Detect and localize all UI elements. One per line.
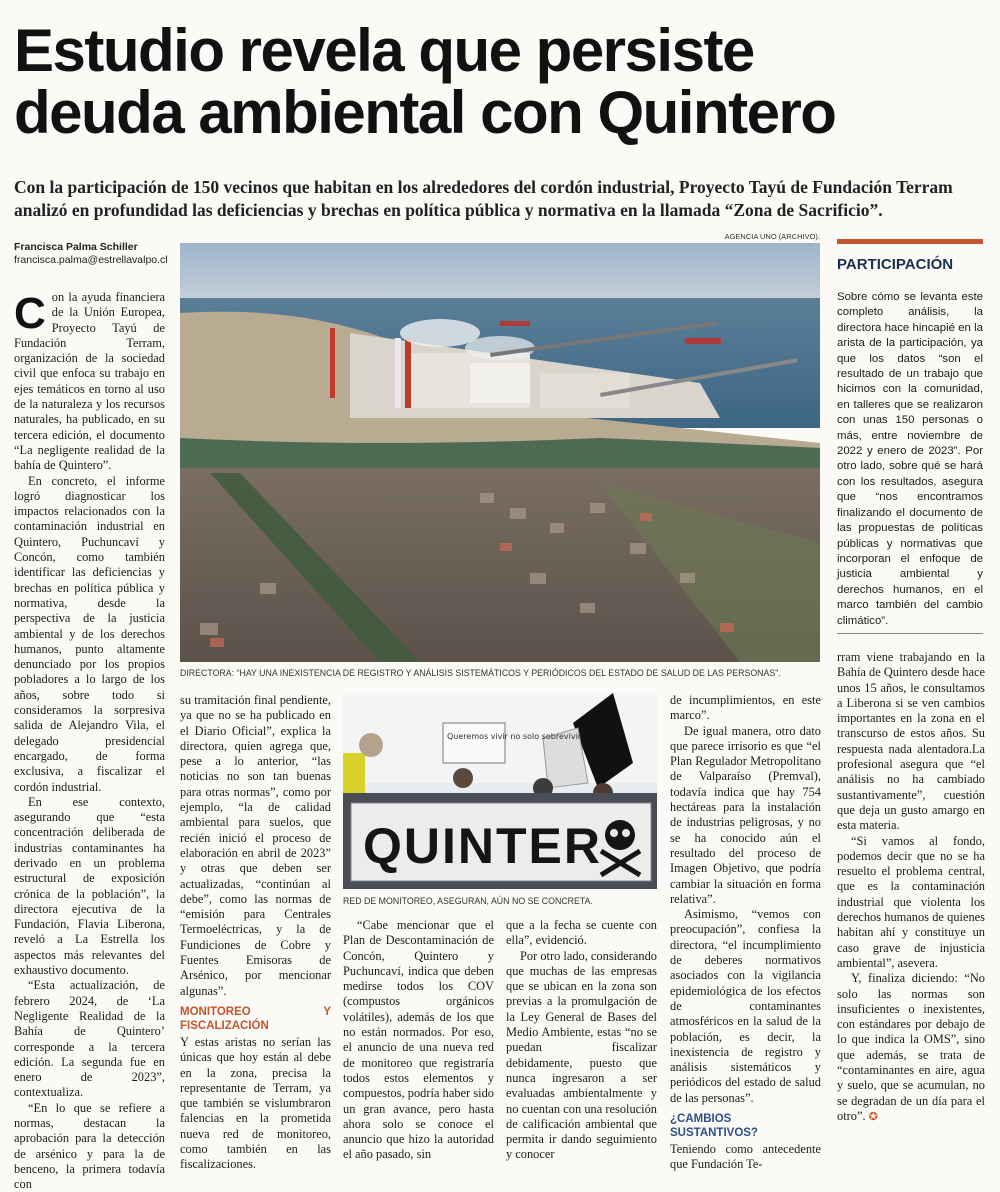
article-column-6	[837, 650, 985, 1125]
sidebar-body: Sobre cómo se levanta este completo análisis, la directora hace hincapié en la arista de la participación, ya que los datos “son el resultado de un trabajo que hicimos con la comunidad, en talleres que se realizaron con unas 150 personas o más, entre noviembre de 2022 y enero de 2023”. Por otro lado, sobre qué se hará con los resultados, asegura que “nos encontramos finalizando el documento de las propuestas de políticas públicas y normativas que incorporan el enfoque de justicia ambiental y derechos humanos, en el marco también del cambio climático”.	[837, 291, 983, 627]
col1-para-3: En ese contexto, asegurando que “esta concentración deliberada de industrias contaminantes ha derivado en un problema estructural de exposición crónica de la población”, la directora ejecutiva de la Fundación, Flavia Liberona, reveló a La Estrella los aspectos más relevantes del exhaustivo documento.	[14, 794, 165, 978]
col2-para-1: su tramitación final pendiente, ya que no se ha publicado en el Diario Oficial”, explica la directora, quien agrega que, pese a lo anterior, “las noticias no son tan buenas para otras normas”, como por ejemplo, “la de calidad ambiental para suelos, que recién inició el proceso de elaboración en abril de 2023” y otras que deben ser actualizadas, “continúan al debe”, como las normas de “emisión para Centrales Termoeléctricas, y la de Fundiciones de Cobre y Fuentes Emisoras de Arsénico, por mencionar algunas”.	[180, 693, 331, 998]
col1-para-5: “En lo que se refiere a normas, destacan la aprobación para la detección de arsénico y para la de benceno, la primera todavía con	[14, 1100, 165, 1192]
col5-para-4: Teniendo como antecedente que Fundación Te-	[670, 1142, 821, 1172]
subheading-cambios: ¿CAMBIOS SUSTANTIVOS?	[670, 1113, 758, 1140]
byline-email: francisca.palma@estrellavalpo.cl	[14, 254, 168, 266]
col6-para-3	[837, 971, 985, 1125]
col1-para-4: “Esta actualización, de febrero 2024, de ‘La Negligente Realidad de la Bahía de Quintero’ corresponde a la tercera edición. La segunda fue en enero de 2023”, contextualiza.	[14, 978, 165, 1100]
sidebar-title: PARTICIPACIÓN	[837, 256, 954, 273]
main-photo-industrial-aerial	[180, 243, 820, 662]
main-photo-caption: DIRECTORA: “HAY UNA INEXISTENCIA DE REGISTRO Y ANÁLISIS SISTEMÁTICOS Y PERIÓDICOS DEL ESTADO DE SALUD DE LAS PERSONAS”.	[180, 668, 781, 678]
protest-sign-text: Queremos vivir no solo sobrevivir	[447, 732, 582, 741]
col4-para-2: Por otro lado, considerando que muchas de las empresas que se ubican en la zona son previas a la promulgación de la Ley General de Bases del Medio Ambiente, estas “no se puedan fiscalizar debidamente, puesto que nunca ingresaron a ser evaluadas ambientalmente y no cuentan con una resolución de calificación ambiental que permita ir dando seguimiento y conocer	[506, 948, 657, 1162]
article-column-5	[670, 693, 821, 1173]
protest-banner-text: QUINTER	[363, 818, 602, 874]
article-column-2	[180, 693, 331, 1173]
col5-para-3: Asimismo, “vemos con preocupación”, confiesa la directora, “el incumplimiento de deberes normativos asociados con la vigilancia epidemiológica de los efectos de contaminantes atmosféricos en la salud de la población, es decir, la inexistencia de registro y análisis sistemáticos y periódicos del estado de salud de las personas”.	[670, 907, 821, 1105]
col3-para-1: “Cabe mencionar que el Plan de Descontaminación de Concón, Quintero y Puchuncaví, indica que deben medirse todos los COV (compustos orgánicos volátiles), además de los que no están normados. Por eso, el anuncio de una nueva red de monitoreo que registraría todos estos elementos y compuestos, podría haber sido un gran avance, pero hasta ahora solo se conoce el anuncio que hizo la autoridad el año pasado, sin	[343, 918, 494, 1162]
headline-line-1: Estudio revela que persiste	[14, 17, 754, 84]
col6-para-3-text: Y, finaliza diciendo: “No solo las normas son insuficientes o inexistentes, con estándares por debajo de lo que indica la OMS”, sino que además, se trata de “contaminantes en aire, agua y suelo, que se acumulan, no se degradan de un día para el otro”.	[837, 971, 985, 1123]
col1-para-1-text: on la ayuda financiera de la Unión Europea, Proyecto Tayú de Fundación Terram, organización de la sociedad civil que enfoca su trabajo en ejes temáticos en torno al uso de la naturaleza y los recursos naturales, ha publicado, en su tercera edición, el documento “La negligente realidad de la bahía de Quintero”.	[14, 290, 165, 473]
col5-para-2: De igual manera, otro dato que parece irrisorio es que “el Plan Regulador Metropolitano de Valparaíso (Premval), todavía indica que hay 754 hectáreas para la instalación de industrias peligrosas, y no se ha conocido aún el resultado del proceso de Imagen Objetivo, que podría cambiar la situación en forma relativa”.	[670, 723, 821, 906]
col6-para-2: “Si vamos al fondo, podemos decir que no se ha resuelto el problema central, que es la contaminación industrial que violenta los derechos humanos de quienes habitan ahí y constituye un caso grave de injusticia ambiental”, asevera.	[837, 833, 985, 970]
article-column-1	[14, 290, 165, 1192]
end-of-article-icon: ✪	[868, 1110, 878, 1123]
sidebar-divider	[837, 633, 983, 634]
col2-para-2: Y estas aristas no serían las únicas que hoy están al debe en la zona, precisa la representante de Terram, ya que también se vislumbraron falencias en la prometida nueva red de monitoreo, como también en las fiscalizaciones.	[180, 1034, 331, 1172]
col4-para-1: que a la fecha se cuente con ella”, evidenció.	[506, 918, 657, 948]
headline	[14, 17, 986, 146]
dropcap: C	[14, 289, 46, 338]
col1-para-1	[14, 290, 165, 474]
dek: Con la participación de 150 vecinos que habitan en los alrededores del cordón industrial, Proyecto Tayú de Fundación Terram analizó en profundidad las deficiencias y brechas en política pública y normativa en la llamada “Zona de Sacrificio”.	[14, 177, 953, 220]
protest-photo	[343, 693, 657, 889]
protest-photo-caption: RED DE MONITOREO, ASEGURAN, AÚN NO SE CONCRETA.	[343, 896, 593, 906]
byline-name: Francisca Palma Schiller	[14, 241, 138, 253]
article-column-4	[506, 918, 657, 1163]
col1-para-2: En concreto, el informe logró diagnosticar los impactos relacionados con la contaminación industrial en Quintero, Puchuncaví y Concón, como también identificar las deficiencias y brechas en política pública y normativa, desde la perspectiva de la justicia ambiental y de los derechos humanos, punto altamente denunciado por los propios pobladores a lo largo de los años, sobre todo si consideramos la sorpresiva salida de Alejandro Vila, el delegado presidencial encargado, de forma exclusiva, a fiscalizar el cordón industrial.	[14, 473, 165, 794]
subheading-monitoreo: MONITOREO Y FISCALIZACIÓN	[180, 1005, 331, 1032]
headline-line-2: deuda ambiental con Quintero	[14, 79, 836, 146]
col5-para-1: de incumplimientos, en este marco”.	[670, 693, 821, 723]
byline	[14, 241, 179, 267]
col6-para-1: rram viene trabajando en la Bahía de Quintero desde hace unos 15 años, le consultamos a Liberona si se ven cambios importantes en la zona en el transcurso de estos años. Su respuesta nada alentadora.La profesional asegura que “el análisis no ha cambiado sustantivamente”, cuestión que deja un gusto amargo en esta materia.	[837, 650, 985, 833]
photo-credit: AGENCIA UNO (ARCHIVO).	[724, 232, 820, 241]
sidebar-accent-rule	[837, 239, 983, 244]
article-column-3	[343, 918, 494, 1163]
